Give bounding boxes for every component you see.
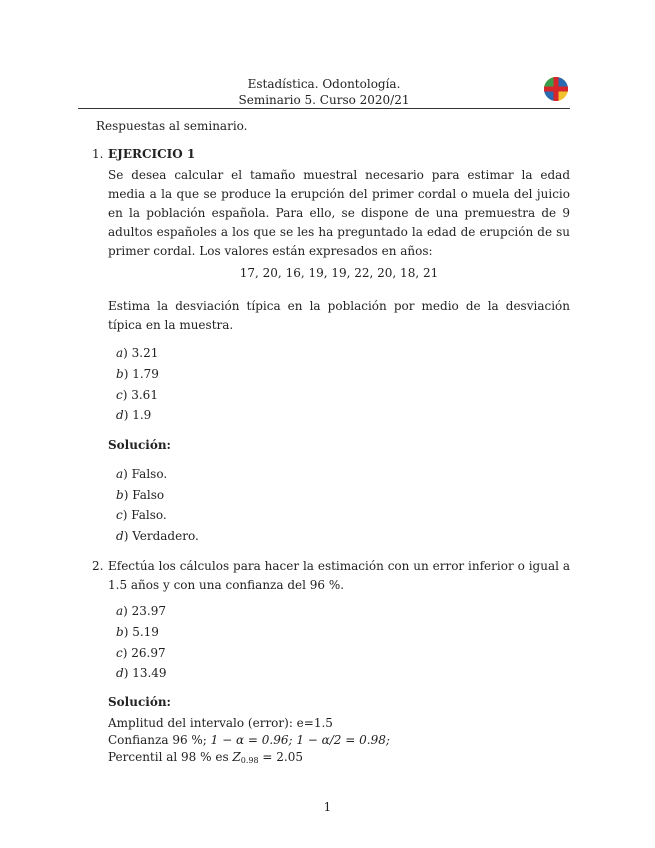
q1-solution-heading: Solución: [108,438,171,452]
question-1-title: EJERCICIO 1 [108,147,196,161]
q1-solution-a: a) Falso. [116,467,168,481]
q2-solution-line-3: Percentil al 98 % es $Z_{0.98} = 2.05$ [108,750,303,765]
q2-option-b: b) 5.19 [116,625,159,639]
university-logo [543,76,569,102]
intro-text: Respuestas al seminario. [96,119,248,133]
q1-option-a: a) 3.21 [116,346,159,360]
page-header [78,76,570,108]
page-number: 1 [323,800,332,814]
q2-option-a: a) 23.97 [116,604,167,618]
seminar-title: Seminario 5. Curso 2020/21 [238,93,410,107]
q1-solution-b: b) Falso [116,488,165,502]
q1-solution-d: d) Verdadero. [116,529,199,543]
q1-option-c: c) 3.61 [116,388,158,402]
question-2-number: 2. [92,559,104,573]
q1-solution-c: c) Falso. [116,508,167,522]
sample-data: 17, 20, 16, 19, 19, 22, 20, 18, 21 [239,266,439,280]
q2-option-d: d) 13.49 [116,666,167,680]
question-1-prompt: Estima la desviación típica en la población por medio de la desviación típica en la muestra. [108,299,570,332]
question-1-text: Se desea calcular el tamaño muestral necesario para estimar la edad media a la que se produce la erupción del primer cordal o muela del juicio en la población española. Para ello, se dispone de una premuestra de 9 adultos españoles a los que se les ha preguntado la edad de erupción de su primer cordal. Los valores están expresados en años: [108,168,570,258]
header-rule [78,108,570,109]
question-2-text: Efectúa los cálculos para hacer la estimación con un error inferior o igual a 1.5 años y con una confianza del 96 %. [108,559,570,592]
q2-solution-line-1: Amplitud del intervalo (error): e=1.5 [108,716,333,730]
course-title: Estadística. Odontología. [247,77,401,91]
q2-option-c: c) 26.97 [116,646,166,660]
q2-solution-line-2: Confianza 96 %; 1 − α = 0.96; 1 − α/2 = 0.98; [108,733,390,747]
question-1-number: 1. [92,147,104,161]
q1-option-b: b) 1.79 [116,367,159,381]
q2-solution-heading: Solución: [108,695,171,709]
q1-option-d: d) 1.9 [116,408,152,422]
